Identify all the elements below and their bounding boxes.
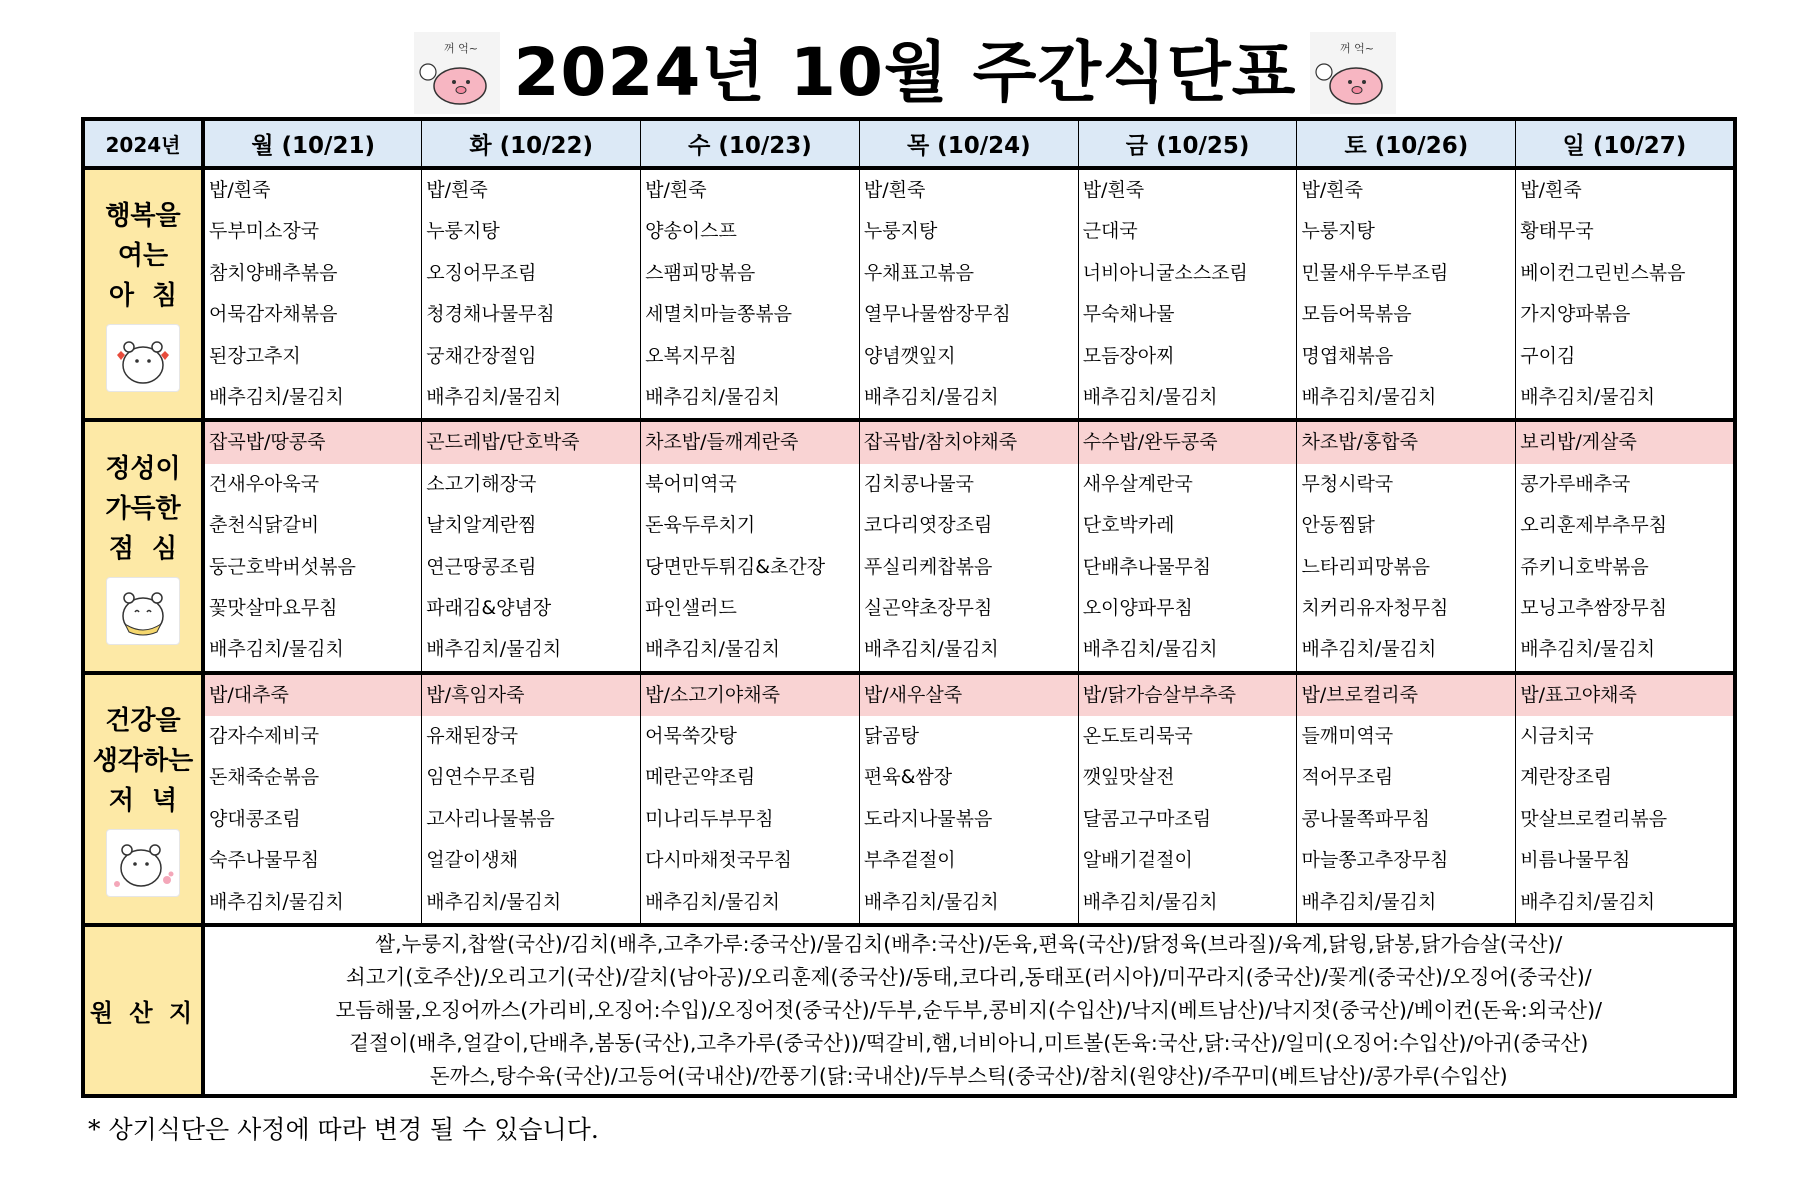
menu-item: 배추김치/물김치 [1082,638,1218,661]
menu-item: 배추김치/물김치 [426,385,562,408]
meal-label-line: 아 침 [108,281,178,312]
day-menu-cell [859,420,1078,672]
day-menu-cell [422,168,641,420]
menu-item: 소고기해장국 [426,472,537,495]
menu-item: 곤드레밥/단호박죽 [422,422,640,463]
title-bar [0,28,1810,118]
day-menu-cell [422,673,641,925]
menu-item: 밥/흰죽 [863,179,926,201]
day-menu-cell [859,168,1078,420]
menu-item: 명엽채볶음 [1301,344,1394,367]
origin-label: 원 산 지 [83,925,203,1096]
menu-item: 청경채나물무침 [426,303,555,326]
menu-item: 쥬키니호박볶음 [1520,555,1649,578]
menu-item: 밥/대추죽 [205,675,421,716]
meal-label-line: 행복을 [105,201,181,232]
menu-item: 건새우아욱국 [209,472,320,495]
menu-item: 배추김치/물김치 [209,638,344,661]
day-menu-cell [1516,420,1735,672]
menu-item: 날치알계란찜 [426,514,537,537]
day-menu-cell [641,673,860,925]
menu-item: 숙주나물무침 [209,849,320,872]
menu-item: 도라지나물볶음 [863,807,993,830]
pig-burp-icon [1310,32,1396,114]
menu-item: 밥/흰죽 [426,179,488,201]
menu-item: 알배기겉절이 [1082,849,1193,872]
menu-item: 참치양배추볶음 [209,261,338,284]
menu-item: 닭곰탕 [863,725,919,748]
menu-item: 단배추나물무침 [1082,555,1212,578]
day-header: 목 (10/24) [859,119,1078,168]
day-menu-cell [859,673,1078,925]
menu-item: 들깨미역국 [1301,725,1394,748]
menu-item: 열무나물쌈장무침 [863,303,1011,326]
weekly-menu-table [81,117,1737,1098]
menu-item: 밥/새우살죽 [860,675,1078,716]
menu-item: 무청시락국 [1301,472,1394,495]
menu-item: 단호박카레 [1082,514,1175,537]
day-menu-cell [1516,168,1735,420]
menu-item: 유채된장국 [426,725,519,748]
menu-item: 미나리두부무침 [645,807,774,830]
menu-item: 배추김치/물김치 [1301,890,1437,913]
menu-item: 양념깻잎지 [863,344,956,367]
menu-item: 구이김 [1520,344,1576,367]
menu-item: 메란곤약조림 [645,766,756,789]
origin-line: 돈까스,탕수육(국산)/고등어(국내산)/깐풍기(닭:국내산)/두부스틱(중국산)/참치(원양산)/주꾸미(베트남산)/콩가루(수입산) [429,1064,1508,1089]
menu-item: 실곤약초장무침 [863,596,993,619]
menu-item: 세멸치마늘쫑볶음 [645,303,792,326]
menu-item: 배추김치/물김치 [645,385,780,408]
menu-item: 시금치국 [1520,725,1594,748]
menu-item: 밥/흰죽 [209,179,271,201]
menu-item: 된장고추지 [209,344,301,367]
menu-item: 배추김치/물김치 [1301,385,1437,408]
menu-item: 파인샐러드 [645,596,737,619]
origin-line: 겉절이(배추,얼갈이,단배추,봄동(국산),고추가루(중국산))/떡갈비,햄,너비아니,미트볼(돈육:국산,닭:국산)/일미(오징어:수입산)/아귀(중국산) [349,1031,1589,1056]
day-header: 수 (10/23) [641,119,860,168]
menu-item: 깻잎맛살전 [1082,766,1175,789]
origin-info [203,925,1735,1096]
lunch-label [83,420,203,672]
day-menu-cell [203,673,422,925]
menu-item: 배추김치/물김치 [1082,890,1218,913]
menu-item: 무숙채나물 [1082,303,1175,326]
menu-item: 둥근호박버섯볶음 [209,555,356,578]
menu-item: 고사리나물볶음 [426,807,555,830]
day-menu-cell [203,168,422,420]
menu-item: 밥/표고야채죽 [1516,675,1732,716]
meal-label-line: 건강을 [105,705,181,736]
menu-item: 배추김치/물김치 [1082,385,1218,408]
menu-item: 꽃맛살마요무침 [209,596,338,619]
menu-item: 누룽지탕 [426,220,500,243]
menu-item: 다시마채젓국무침 [645,849,792,872]
menu-item: 수수밥/완두콩죽 [1079,422,1297,463]
day-menu-cell [1297,673,1516,925]
menu-item: 밥/닭가슴살부추죽 [1079,675,1297,716]
menu-item: 민물새우두부조림 [1301,261,1449,284]
menu-item: 비름나물무침 [1520,849,1631,872]
menu-item: 모닝고추쌈장무침 [1520,596,1668,619]
menu-item: 가지양파볶음 [1520,303,1631,326]
menu-item: 김치콩나물국 [863,472,975,495]
menu-item: 푸실리케찹볶음 [863,555,993,578]
menu-item: 모듬장아찌 [1082,344,1175,367]
day-menu-cell [203,420,422,672]
day-menu-cell [1078,673,1297,925]
menu-item: 배추김치/물김치 [863,890,999,913]
menu-item: 배추김치/물김치 [1520,890,1656,913]
menu-item: 새우살계란국 [1082,472,1193,495]
page-title: 2024년 10월 주간식단표 [513,34,1297,111]
meal-label-line: 점 심 [108,533,178,564]
menu-item: 배추김치/물김치 [426,638,562,661]
menu-item: 당면만두튀김&초간장 [645,555,826,578]
breakfast-label [83,168,203,420]
menu-item: 편육&쌈장 [863,766,953,789]
menu-item: 얼갈이생채 [426,849,519,872]
menu-item: 배추김치/물김치 [209,385,344,408]
menu-item: 어묵쑥갓탕 [645,725,737,748]
menu-item: 밥/흑임자죽 [422,675,640,716]
year-header: 2024년 [83,119,203,168]
day-menu-cell [1078,168,1297,420]
menu-item: 배추김치/물김치 [209,890,344,913]
header-row [83,119,1735,168]
lunch-row [83,420,1735,672]
menu-item: 누룽지탕 [1301,220,1375,243]
menu-item: 오리훈제부추무침 [1520,514,1668,537]
menu-item: 밥/흰죽 [1520,179,1582,201]
bear-happy-icon [106,577,180,645]
menu-item: 오이양파무침 [1082,596,1193,619]
bear-heart-icon [106,324,180,392]
menu-item: 배추김치/물김치 [645,890,780,913]
day-menu-cell [641,420,860,672]
bear-wave-icon [106,829,180,897]
meal-label-line: 여는 [117,241,169,272]
day-menu-cell [1078,420,1297,672]
menu-item: 오복지무침 [645,344,737,367]
menu-item: 보리밥/게살죽 [1516,422,1732,463]
menu-item: 콩가루배추국 [1520,472,1631,495]
day-header: 월 (10/21) [203,119,422,168]
menu-item: 베이컨그린빈스볶음 [1520,261,1686,284]
menu-item: 궁채간장절임 [426,344,537,367]
menu-item: 치커리유자청무침 [1301,596,1449,619]
menu-item: 잡곡밥/땅콩죽 [205,422,421,463]
menu-item: 연근땅콩조림 [426,555,537,578]
menu-item: 돈채죽순볶음 [209,766,320,789]
menu-item: 스팸피망볶음 [645,261,756,284]
menu-item: 밥/브로컬리죽 [1297,675,1515,716]
origin-line: 모듬해물,오징어까스(가리비,오징어:수입)/오징어젓(중국산)/두부,순두부,콩비지(수입산)/낙지(베트남산)/낙지젓(중국산)/베이컨(돈육:외국산)/ [335,998,1603,1023]
menu-item: 잡곡밥/참치야채죽 [860,422,1078,463]
day-header: 금 (10/25) [1078,119,1297,168]
day-header: 화 (10/22) [422,119,641,168]
menu-item: 차조밥/들깨계란죽 [641,422,859,463]
menu-item: 배추김치/물김치 [863,638,999,661]
svg-text:꺼 억~: 꺼 억~ [1340,42,1375,55]
menu-item: 배추김치/물김치 [426,890,562,913]
menu-item: 배추김치/물김치 [1520,638,1656,661]
dinner-label [83,673,203,925]
day-menu-cell [1297,420,1516,672]
menu-item: 어묵감자채볶음 [209,303,338,326]
menu-item: 배추김치/물김치 [1520,385,1656,408]
menu-item: 적어무조림 [1301,766,1394,789]
menu-item: 모듬어묵볶음 [1301,303,1412,326]
meal-label-line: 생각하는 [92,745,194,776]
day-menu-cell [422,420,641,672]
menu-item: 코다리엿장조림 [863,514,993,537]
menu-item: 너비아니굴소스조림 [1082,261,1248,284]
menu-item: 부추겉절이 [863,849,956,872]
menu-item: 마늘쫑고추장무침 [1301,849,1449,872]
menu-item: 온도토리묵국 [1082,725,1193,748]
menu-item: 밥/소고기야채죽 [641,675,859,716]
menu-item: 밥/흰죽 [645,179,707,201]
footnote: * 상기식단은 사정에 따라 변경 될 수 있습니다. [88,1115,599,1144]
menu-item: 배추김치/물김치 [1301,638,1437,661]
menu-item: 북어미역국 [645,472,737,495]
menu-item: 근대국 [1082,220,1138,243]
day-menu-cell [641,168,860,420]
day-header: 일 (10/27) [1516,119,1735,168]
menu-item: 두부미소장국 [209,220,320,243]
svg-text:꺼 억~: 꺼 억~ [443,42,478,55]
menu-item: 임연수무조림 [426,766,537,789]
dinner-row [83,673,1735,925]
menu-item: 맛살브로컬리볶음 [1520,807,1668,830]
menu-item: 안동찜닭 [1301,514,1375,537]
menu-item: 감자수제비국 [209,725,320,748]
meal-label-line: 가득한 [105,493,181,524]
menu-item: 밥/흰죽 [1301,179,1363,201]
menu-item: 돈육두루치기 [645,514,756,537]
pig-burp-icon [414,32,500,114]
menu-item: 우채표고볶음 [863,261,975,284]
day-menu-cell [1297,168,1516,420]
menu-item: 파래김&양념장 [426,596,552,619]
menu-item: 누룽지탕 [863,220,938,243]
menu-item: 계란장조림 [1520,766,1613,789]
menu-item: 양대콩조림 [209,807,301,830]
menu-item: 달콤고구마조림 [1082,807,1212,830]
menu-item: 콩나물쪽파무침 [1301,807,1430,830]
menu-item: 황태무국 [1520,220,1594,243]
menu-item: 오징어무조림 [426,261,537,284]
menu-item: 밥/흰죽 [1082,179,1145,201]
origin-row [83,925,1735,1096]
meal-label-line: 저 녁 [108,785,178,816]
menu-item: 배추김치/물김치 [645,638,780,661]
day-header: 토 (10/26) [1297,119,1516,168]
menu-item: 춘천식닭갈비 [209,514,320,537]
origin-line: 쌀,누룽지,찹쌀(국산)/김치(배추,고추가루:중국산)/물김치(배추:국산)/돈육,편육(국산)/닭정육(브라질)/육계,닭윙,닭봉,닭가슴살(국산)/ [375,932,1563,957]
menu-item: 느타리피망볶음 [1301,555,1430,578]
meal-label-line: 정성이 [105,453,181,484]
breakfast-row [83,168,1735,420]
menu-item: 차조밥/홍합죽 [1297,422,1515,463]
origin-line: 쇠고기(호주산)/오리고기(국산)/갈치(남아공)/오리훈제(중국산)/동태,코다리,동태포(러시아)/미꾸라지(중국산)/꽃게(중국산)/오징어(중국산)/ [345,965,1592,990]
menu-item: 양송이스프 [645,220,737,243]
day-menu-cell [1516,673,1735,925]
menu-item: 배추김치/물김치 [863,385,999,408]
